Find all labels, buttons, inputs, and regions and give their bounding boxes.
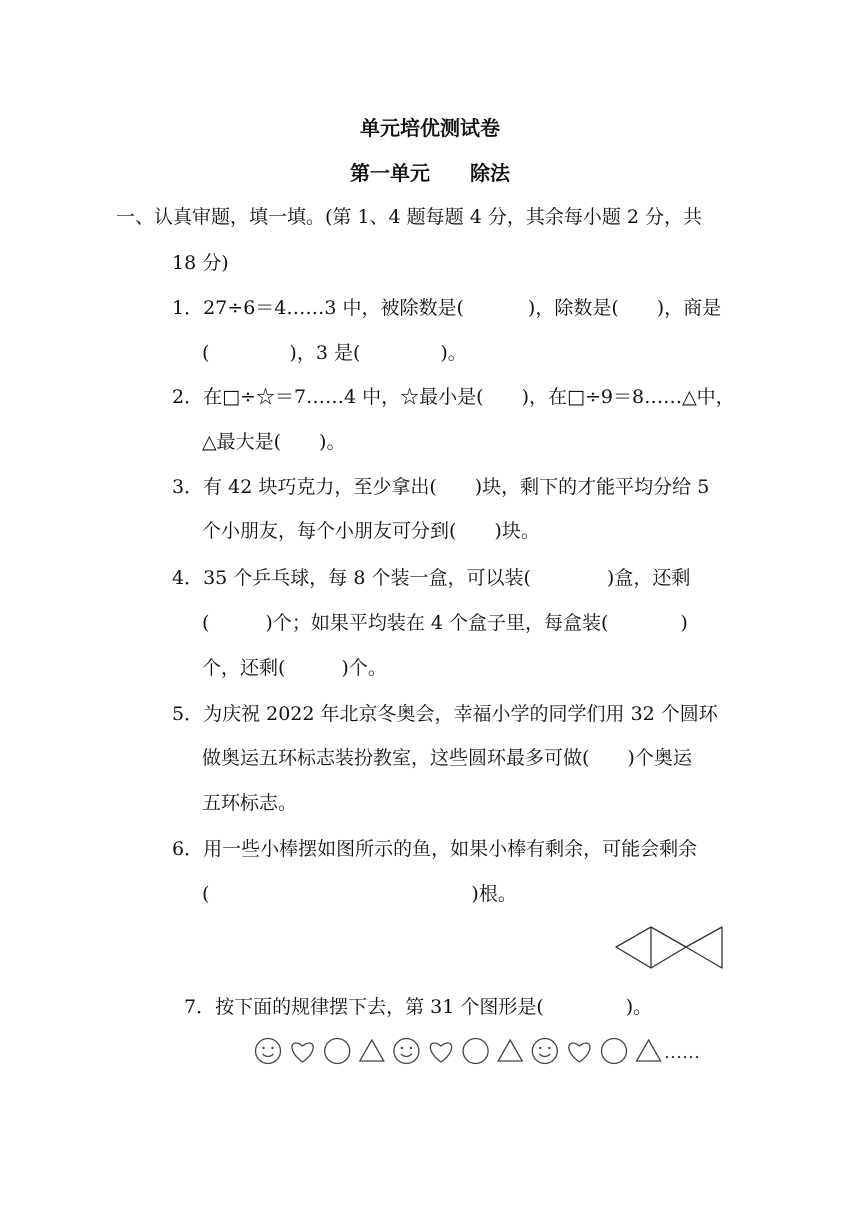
question-text: )块，剩下的才能平均分给 5 — [474, 476, 710, 498]
question-text: )个。 — [341, 657, 387, 679]
question-text: △最大是( — [202, 431, 282, 453]
question-text: ( — [202, 883, 210, 905]
question-text: )，在□÷9＝8……△中， — [521, 386, 735, 408]
question-text: )盒，还剩 — [606, 567, 691, 589]
heart-icon — [292, 1043, 313, 1062]
question-text: 按下面的规律摆下去，第 31 个图形是( — [215, 996, 544, 1018]
question-3-cont — [202, 518, 540, 544]
fish-tail-triangle — [686, 927, 722, 968]
question-number: 4． — [172, 567, 204, 589]
question-number: 2． — [172, 386, 204, 408]
question-text: ( — [202, 612, 210, 634]
heart-icon — [569, 1043, 590, 1062]
triangle-icon — [360, 1040, 384, 1061]
question-1-cont — [202, 340, 467, 366]
question-text: 个小朋友，每个小朋友可分到( — [202, 520, 457, 542]
smiley-icon — [532, 1039, 557, 1064]
question-text: )个；如果平均装在 4 个盒子里，每盒装( — [265, 612, 609, 634]
heart-icon — [430, 1043, 451, 1062]
question-4 — [172, 565, 690, 591]
question-text: ) — [680, 612, 688, 634]
question-text: 用一些小棒摆如图所示的鱼，如果小棒有剩余，可能会剩余 — [203, 838, 698, 860]
question-number: 7． — [184, 996, 216, 1018]
question-7 — [184, 994, 652, 1020]
question-text: ( — [202, 342, 210, 364]
question-text: )，3 是( — [289, 342, 361, 364]
question-text: )。 — [440, 342, 467, 364]
question-5-cont — [202, 745, 692, 771]
question-text: 35 个乒乓球，每 8 个装一盒，可以装( — [203, 567, 531, 589]
question-5-cont2: 五环标志。 — [202, 792, 298, 814]
question-number: 5． — [172, 703, 204, 725]
question-6 — [172, 836, 697, 862]
question-2 — [172, 384, 735, 410]
triangle-icon — [637, 1040, 661, 1061]
question-text: )块。 — [494, 520, 540, 542]
question-text: )根。 — [471, 883, 517, 905]
triangle-icon — [498, 1040, 522, 1061]
question-text: 为庆祝 2022 年北京冬奥会，幸福小学的同学们用 32 个圆环 — [203, 703, 718, 725]
question-4-cont — [202, 610, 688, 636]
question-3 — [172, 474, 709, 500]
question-number: 1． — [172, 297, 204, 319]
question-text: )个奥运 — [627, 747, 692, 769]
question-text: )，除数是( — [527, 297, 619, 319]
question-number: 3． — [172, 476, 204, 498]
question-6-cont — [202, 881, 517, 907]
question-text: )，商是 — [656, 297, 722, 319]
fish-body-triangle — [651, 927, 686, 968]
pattern-ellipsis: …… — [664, 1042, 700, 1063]
circle-icon — [463, 1039, 488, 1064]
section-heading: 一、认真审题，填一填。(第 1、4 题每题 4 分，其余每小题 2 分，共 — [116, 206, 703, 228]
circle-icon — [325, 1039, 350, 1064]
question-2-cont — [202, 429, 345, 455]
question-text: 有 42 块巧克力，至少拿出( — [203, 476, 437, 498]
fish-figure — [614, 924, 726, 974]
question-1 — [172, 295, 721, 321]
question-5 — [172, 701, 718, 727]
question-text: 27÷6＝4……3 中，被除数是( — [203, 297, 464, 319]
question-text: 做奥运五环标志装扮教室，这些圆环最多可做( — [202, 747, 590, 769]
circle-icon — [602, 1039, 627, 1064]
section-heading-cont: 18 分) — [172, 252, 229, 274]
question-text: 个，还剩( — [202, 657, 286, 679]
shape-pattern — [252, 1034, 728, 1068]
unit-subtitle: 第一单元 除法 — [350, 161, 510, 185]
smiley-icon — [394, 1039, 419, 1064]
fish-head-triangle — [616, 927, 651, 968]
question-text: 在□÷☆＝7……4 中，☆最小是( — [203, 386, 484, 408]
question-text: )。 — [625, 996, 653, 1018]
question-number: 6． — [172, 838, 204, 860]
smiley-icon — [256, 1039, 281, 1064]
page-title: 单元培优测试卷 — [360, 116, 500, 140]
question-text: )。 — [319, 431, 346, 453]
question-4-cont2 — [202, 655, 387, 681]
